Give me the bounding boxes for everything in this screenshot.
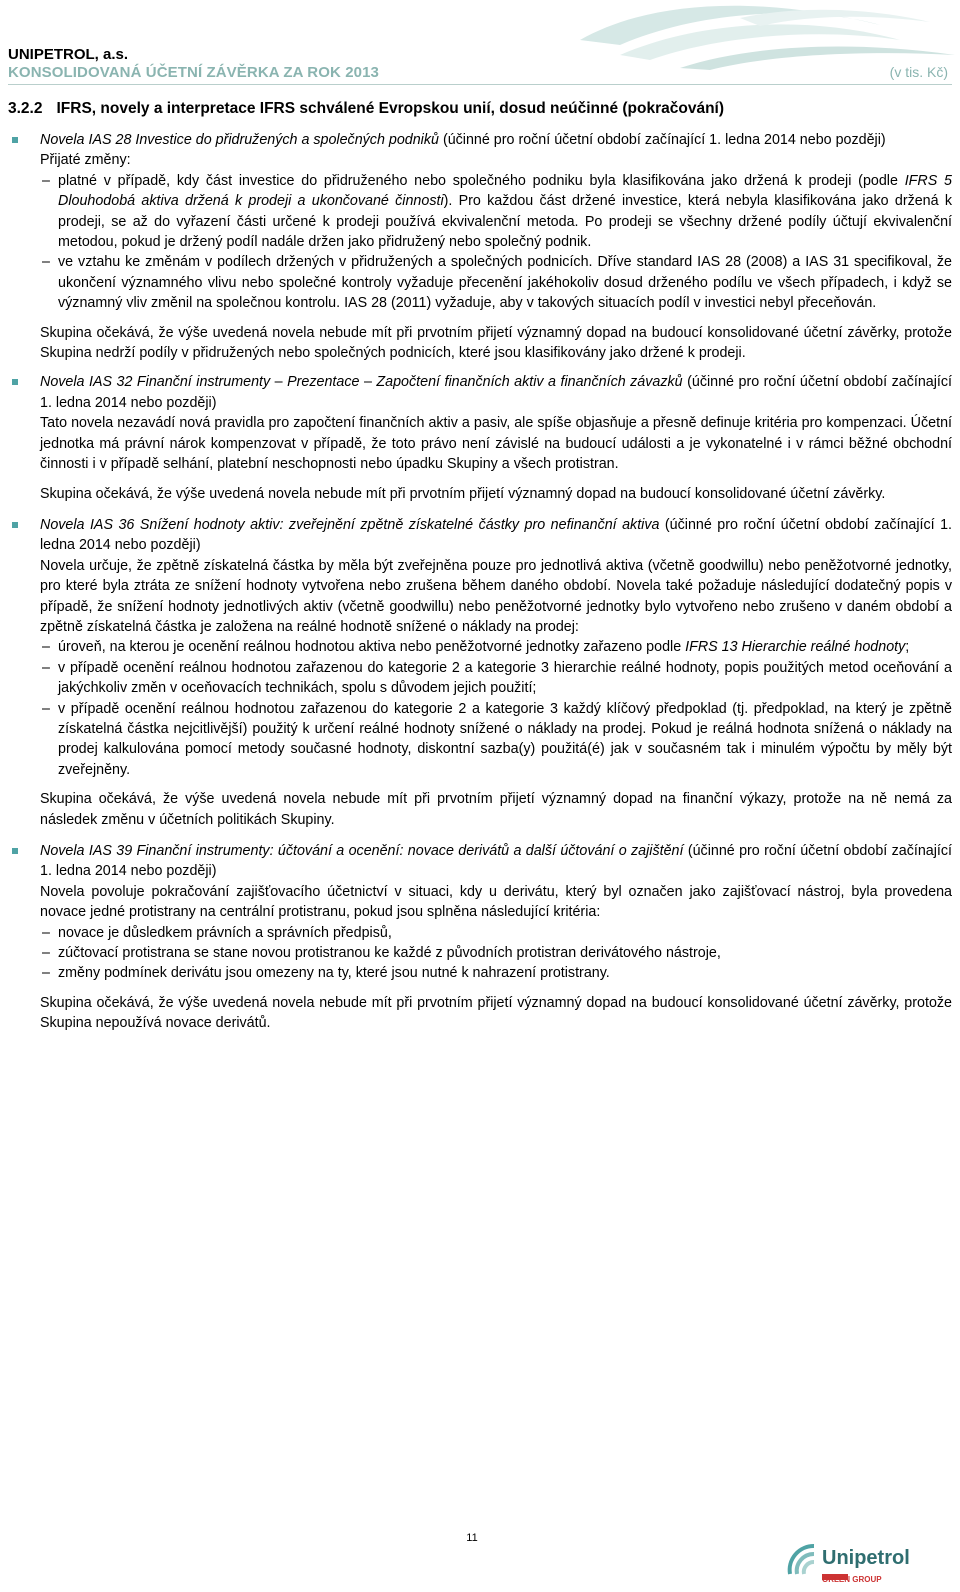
dash-item: – změny podmínek derivátu jsou omezeny na ty, které jsou nutné k nahrazení protistrany. bbox=[40, 963, 952, 983]
dash-icon: – bbox=[42, 659, 50, 676]
adopted-label: Přijaté změny: bbox=[40, 152, 131, 169]
logo-group-label: ORLEN GROUP bbox=[822, 1575, 882, 1584]
header-company: UNIPETROL, a.s. bbox=[8, 46, 129, 63]
section-title: IFRS, novely a interpretace IFRS schválené Evropskou unií, dosud neúčinné (pokračování) bbox=[56, 100, 725, 117]
list-item bbox=[8, 841, 952, 1034]
dash-icon: – bbox=[42, 254, 50, 271]
body-paragraph: Novela povoluje pokračování zajišťovacího účetnictví v situaci, kdy u derivátu, který byl označen jako zajišťovací nástroj, byla provedena novace jedné protistrany na centrální protistranu, pokud jsou splněna následující kritéria: bbox=[40, 883, 952, 921]
dash-item: – zúčtovací protistrana se stane novou protistranou ke každé z původních protistran derivátového nástroje, bbox=[40, 943, 952, 963]
body-paragraph: Tato novela nezavádí nová pravidla pro započtení finančních aktiv a pasiv, ale spíše objasňuje a přesně definuje kritéria pro kompenzaci. Účetní jednotka má právní nárok kompenzovat v případě, že toto právo není závislé na budoucí události a je vykonatelné i v rámci běžné obchodní činnosti i v případě selhání, platební neschopnosti nebo úpadku Skupiny a všech protistran. bbox=[40, 415, 952, 473]
header-unit: (v tis. Kč) bbox=[889, 64, 948, 80]
section-number: 3.2.2 bbox=[8, 100, 43, 117]
list-item bbox=[8, 372, 952, 503]
header-swoosh-graphic bbox=[560, 0, 960, 70]
conclusion-paragraph: Skupina očekává, že výše uvedená novela nebude mít při prvotním přijetí významný dopad na budoucí konsolidované účetní závěrky, protože Skupina nepoužívá novace derivátů. bbox=[40, 994, 952, 1032]
dash-item: – úroveň, na kterou je ocenění reálnou hodnotou aktiva nebo peněžotvorné jednotky zařazeno podle IFRS 13 Hierarchie reálné hodnoty; bbox=[40, 637, 952, 657]
conclusion-paragraph: Skupina očekává, že výše uvedená novela nebude mít při prvotním přijetí významný dopad na finanční výkazy, protože na ně nemá za následek změnu v účetních politikách Skupiny. bbox=[40, 791, 952, 828]
dash-item: – novace je důsledkem právních a správních předpisů, bbox=[40, 923, 952, 943]
dash-item: – ve vztahu ke změnám v podílech držených v přidružených a společných podnicích. Dříve standard IAS 28 (2008) a IAS 31 specifikoval, že ukončení významného vlivu nebo společné kontroly vyžaduje přecenění jakéhokoliv dosud drženého podílu ve všech případech, i když se významný vliv změnil na společnou kontrolu. IAS 28 (2011) vyžaduje, aby v takových situacích podíl v investici nebyl přeceňován. bbox=[42, 254, 952, 312]
body-paragraph: Novela určuje, že zpětně získatelná částka by měla být zveřejněna pouze pro jednotlivá aktiva (včetně goodwillu) nebo peněžotvorné jednotky, pro které byla ztráta ze snížení hodnoty vytvořena nebo zrušena během daného období. Novela také požaduje následující dodatečný popis v případě, že snížení hodnoty jednotlivých aktiv (včetně goodwillu) nebo peněžotvorné jednotky bylo vytvořeno nebo zrušeno v daném období a zpětně získatelná částka je založena na reálné hodnotě snížené o náklady na prodej: bbox=[40, 557, 952, 635]
logo-wordmark: Unipetrol bbox=[822, 1547, 910, 1569]
list-item bbox=[8, 130, 952, 363]
dash-item: – v případě ocenění reálnou hodnotou zařazenou do kategorie 2 a kategorie 3 každý klíčový předpoklad (tj. předpoklad, na který je zpětně získatelná částka nejcitlivější) použitý k určení reálné hodnoty snížené o náklady na prodej. Pokud je reálná hodnota snížená o náklady na prodej kalkulována pomocí metody současné hodnoty, diskontní sazba(y) použitá(é) jak v současném tak i minulém výpočtu by měly být zveřejněny. bbox=[42, 700, 952, 778]
item-heading: Novela IAS 28 Investice do přidružených a společných podniků (účinné pro roční účetní období začínající 1. ledna 2014 nebo později) bbox=[40, 132, 886, 148]
conclusion-paragraph: Skupina očekává, že výše uvedená novela nebude mít při prvotním přijetí významný dopad na budoucí konsolidované účetní závěrky, protože Skupina nedrží podíly v přidružených nebo společných podnicích, které jsou klasifikovány jako držené k prodeji. bbox=[40, 324, 952, 362]
body-content bbox=[8, 130, 952, 1034]
square-bullet-icon bbox=[12, 137, 18, 143]
item-heading: Novela IAS 36 Snížení hodnoty aktiv: zveřejnění zpětně získatelné částky pro nefinanční aktiva (účinné pro roční účetní období začínající 1. ledna 2014 nebo později) bbox=[40, 516, 952, 554]
dash-icon: – bbox=[42, 172, 50, 189]
dash-icon: – bbox=[42, 700, 50, 717]
page-number: 11 bbox=[466, 1532, 478, 1544]
list-item bbox=[8, 515, 952, 830]
header-report-title: KONSOLIDOVANÁ ÚČETNÍ ZÁVĚRKA ZA ROK 2013 bbox=[8, 64, 379, 81]
square-bullet-icon bbox=[12, 379, 18, 385]
square-bullet-icon bbox=[12, 522, 18, 528]
dash-icon: – bbox=[42, 965, 50, 982]
square-bullet-icon bbox=[12, 848, 18, 854]
item-heading: Novela IAS 39 Finanční instrumenty: účtování a ocenění: novace derivátů a další účtování o zajištění (účinné pro roční účetní období začínající 1. ledna 2014 nebo později) bbox=[40, 843, 952, 880]
conclusion-paragraph: Skupina očekává, že výše uvedená novela nebude mít při prvotním přijetí významný dopad na budoucí konsolidované účetní závěrky. bbox=[40, 485, 886, 502]
dash-icon: – bbox=[42, 945, 50, 962]
section-heading bbox=[8, 100, 724, 118]
header-divider bbox=[8, 84, 952, 85]
item-heading: Novela IAS 32 Finanční instrumenty – Prezentace – Započtení finančních aktiv a finančních závazků (účinné pro roční účetní období začínající 1. ledna 2014 nebo později) bbox=[40, 374, 952, 411]
dash-item: – v případě ocenění reálnou hodnotou zařazenou do kategorie 2 a kategorie 3 hierarchie reálné hodnoty, popis použitých metod oceňování a jakýchkoliv změn v oceňovacích technikách, spolu s důvodem jejich použití; bbox=[42, 659, 952, 697]
dash-icon: – bbox=[42, 639, 50, 656]
dash-icon: – bbox=[42, 924, 50, 941]
dash-item: – platné v případě, kdy část investice do přidruženého nebo společného podniku byla klasifikována jako držená k prodeji (podle IFRS 5 Dlouhodobá aktiva držená k prodeji a ukončované činnosti). Pro každou část držené investice, která nebyla klasifikována jako držená k prodeji, se až do vyřazení části určené k prodeji používá ekvivalenční metoda. Po prodeji se všechny držené podíly účtují ekvivalenční metodou, pokud je držený podíl nadále držen jako přidružený nebo společný podnik. bbox=[42, 172, 952, 251]
